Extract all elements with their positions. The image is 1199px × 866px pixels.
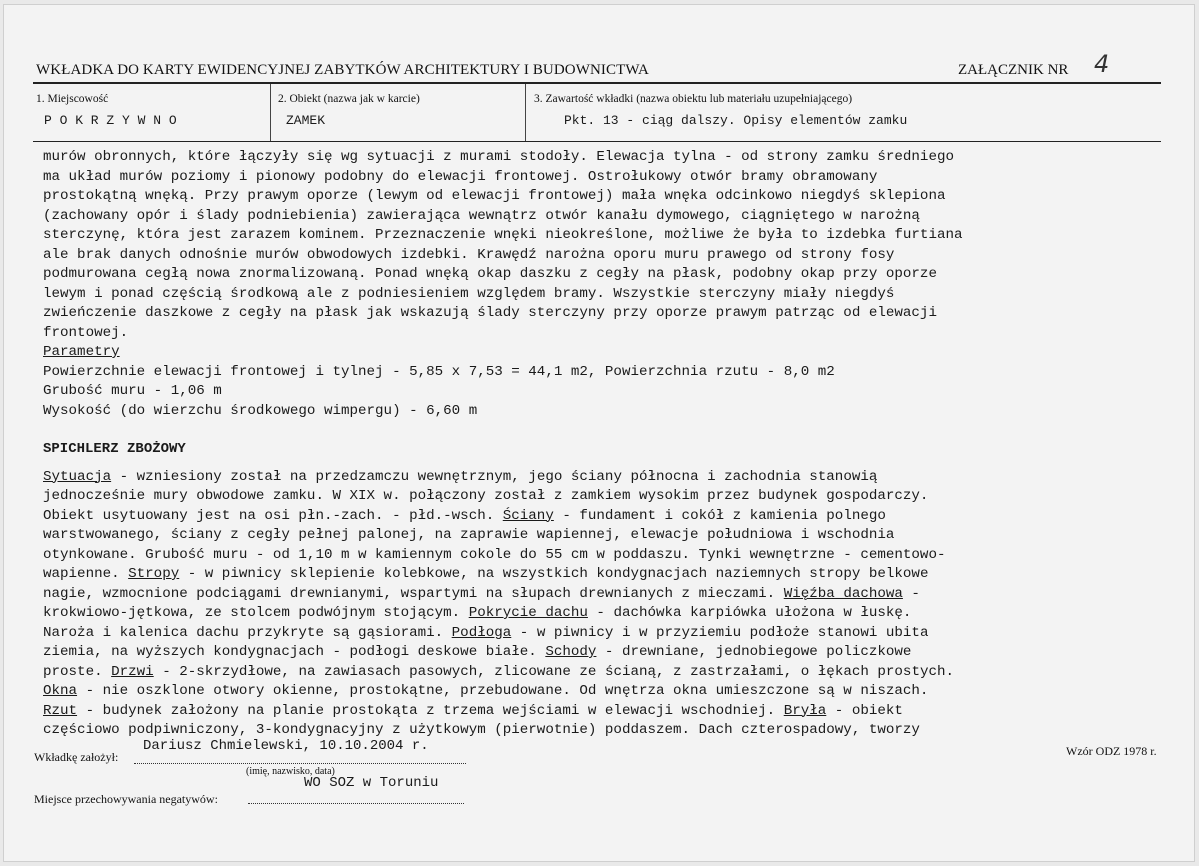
annex-label: ZAŁĄCZNIK NR: [958, 62, 1069, 78]
text-segment: warstwowanego, ściany z cegły pełnej palonej, na zaprawie wapiennej, elewacje południowa i wschodnia: [43, 527, 895, 543]
text-segment: Naroża i kalenica dachu przykryte są gąsiorami.: [43, 624, 452, 641]
paragraph-granary: [43, 468, 1133, 741]
keyword-heading: Bryła: [783, 702, 827, 719]
keyword-heading: Podłoga: [451, 624, 512, 641]
text-line: zwieńczenie daszkowe z cegły na płask jak wskazują ślady sterczyny przy oporze prawym patrząc od elewacji: [43, 305, 937, 321]
text-line: [43, 585, 1133, 605]
text-segment: częściowo podpiwniczony, 3-kondygnacyjny z użytkowym (pierwotnie) poddaszem. Dach czterospadowy, tworzy: [43, 722, 920, 738]
text-segment: wapienne.: [43, 566, 129, 582]
text-segment: proste.: [43, 663, 112, 680]
parameters-list: [43, 363, 1133, 422]
text-line: [43, 643, 1133, 663]
cell-divider-1: [270, 84, 271, 142]
text-line: [43, 624, 1133, 644]
text-segment: nagie, wzmocnione podciągami drewnianymi, wspartymi na słupach drewnianych z mieczami.: [43, 585, 784, 602]
text-line: ale brak danych odnośnie murów obwodowych izdebki. Krawędź narożna oporu muru prawego od strony fosy: [43, 246, 895, 263]
text-line: [43, 507, 1133, 527]
text-segment: - nie oszklone otwory okienne, prostokątne, przebudowane. Od wnętrza okna umieszczone są w niszach.: [77, 683, 929, 699]
text-segment: - budynek założony na planie prostokąta z trzema wejściami w elewacji wschodniej.: [77, 702, 784, 719]
text-segment: - w piwnicy sklepienie kolebkowe, na wszystkich kondygnacjach naziemnych stropy belkowe: [179, 566, 929, 582]
text-line: frontowej.: [43, 324, 129, 341]
keyword-heading: Okna: [43, 683, 78, 699]
text-line: podmurowana cegłą nowa znormalizowaną. Ponad wnęką okap daszku z cegły na płask, podobny okap przy oporze: [43, 266, 937, 282]
cell-divider-2: [525, 84, 526, 142]
text-segment: -: [902, 585, 920, 602]
text-segment: - fundament i cokół z kamienia polnego: [553, 507, 886, 524]
fields-rule: [33, 141, 1161, 142]
text-segment: Obiekt usytuowany jest na osi płn.-zach. - płd.-wsch.: [43, 507, 503, 524]
negatives-dotted-line: [248, 803, 464, 804]
text-line: [43, 702, 1133, 722]
text-line: [43, 604, 1133, 624]
text-line: ma układ murów poziomy i pionowy podobny do elewacji frontowej. Ostrołukowy otwór bramy obramowany: [43, 168, 878, 185]
paragraph-gate: [43, 148, 1133, 343]
keyword-heading: Schody: [545, 644, 597, 660]
text-line: [43, 682, 1133, 702]
field-1-value: P O K R Z Y W N O: [44, 113, 177, 128]
keyword-heading: Drzwi: [111, 663, 154, 680]
parameter-line: Grubość muru - 1,06 m: [43, 383, 222, 399]
field-2-value: ZAMEK: [286, 113, 326, 128]
parameter-line: Powierzchnie elewacji frontowej i tylnej - 5,85 x 7,53 = 44,1 m2, Powierzchnia rzutu - 8,0 m2: [43, 363, 835, 380]
annex-number: 4: [1094, 50, 1110, 78]
text-line: lewym i ponad częścią środkową ale z podniesieniem względem bramy. Wszystkie sterczyny miały niegdyś: [43, 285, 895, 302]
keyword-heading: Pokrycie dachu: [468, 605, 588, 621]
keyword-heading: Więźba dachowa: [783, 585, 903, 602]
text-line: prostokątną wnęką. Przy prawym oporze (lewym od elewacji frontowej) mała wnęka odcinkowo niegdyś sklepiona: [43, 188, 946, 204]
text-line: murów obronnych, które łączyły się wg sytuacji z murami stodoły. Elewacja tylna - od strony zamku średniego: [43, 149, 954, 165]
text-segment: otynkowane. Grubość muru - od 1,10 m w kamiennym cokole do 55 cm w poddaszu. Tynki wewnętrzne - cementowo-: [43, 546, 946, 563]
keyword-heading: Sytuacja: [43, 468, 112, 485]
author-value: Dariusz Chmielewski, 10.10.2004 r.: [143, 738, 429, 754]
text-segment: - 2-skrzydłowe, na zawiasach pasowych, zlicowane ze ścianą, z zastrzałami, o łękach prostych.: [153, 663, 955, 680]
field-2-label: 2. Obiekt (nazwa jak w karcie): [278, 93, 420, 105]
field-1-label: 1. Miejscowość: [36, 93, 109, 105]
document-body: [43, 148, 1133, 741]
keyword-heading: Stropy: [128, 566, 180, 582]
field-3-label: 3. Zawartość wkładki (nazwa obiektu lub materiału uzupełniającego): [534, 93, 853, 105]
text-segment: - obiekt: [826, 702, 903, 719]
form-title: WKŁADKA DO KARTY EWIDENCYJNEJ ZABYTKÓW ARCHITEKTURY I BUDOWNICTWA: [36, 62, 649, 78]
parameters-heading: Parametry: [43, 344, 120, 360]
keyword-heading: Ściany: [502, 507, 554, 524]
negatives-location-value: WO SOZ w Toruniu: [304, 775, 439, 791]
negatives-location-label: Miejsce przechowywania negatywów:: [34, 792, 218, 806]
section-title: SPICHLERZ ZBOŻOWY: [43, 441, 186, 457]
author-label: Wkładkę założył:: [34, 750, 119, 764]
parameter-line: Wysokość (do wierzchu środkowego wimpergu) - 6,60 m: [43, 402, 478, 419]
text-line: [43, 565, 1133, 585]
text-line: (zachowany opór i ślady podniebienia) zawierająca wewnątrz otwór kanału dymowego, ciągniętego w narożną: [43, 207, 920, 224]
text-line: [43, 468, 1133, 488]
author-dotted-line: [134, 763, 466, 764]
keyword-heading: Rzut: [43, 702, 78, 719]
text-segment: - dachówka karpiówka ułożona w łuskę.: [587, 605, 912, 621]
text-segment: krokwiowo-jętkowa, ze stolcem podwójnym stojącym.: [43, 605, 469, 621]
text-line: sterczynę, która jest zarazem kominem. Przeznaczenie wnęki nieokreślone, możliwe że była to izdebka furtiana: [43, 227, 963, 243]
field-3-value: Pkt. 13 - ciąg dalszy. Opisy elementów zamku: [564, 113, 908, 128]
text-segment: jednocześnie mury obwodowe zamku. W XIX w. połączony został z zamkiem wysokim przez budynek gospodarczy.: [43, 488, 929, 504]
text-segment: ziemia, na wyższych kondygnacjach - podłogi deskowe białe.: [43, 644, 546, 660]
text-segment: - wzniesiony został na przedzamczu wewnętrznym, jego ściany północna i zachodnia stanowią: [111, 468, 878, 485]
author-hint: (imię, nazwisko, data): [246, 766, 335, 777]
header-rule: [33, 82, 1161, 84]
text-segment: - w piwnicy i w przyziemiu podłoże stanowi ubita: [511, 624, 929, 641]
text-segment: - drewniane, jednobiegowe policzkowe: [596, 644, 912, 660]
text-line: [43, 663, 1133, 683]
text-line: [43, 546, 1133, 566]
form-reference: Wzór ODZ 1978 r.: [1066, 744, 1157, 758]
text-line: [43, 487, 1133, 507]
text-line: [43, 526, 1133, 546]
